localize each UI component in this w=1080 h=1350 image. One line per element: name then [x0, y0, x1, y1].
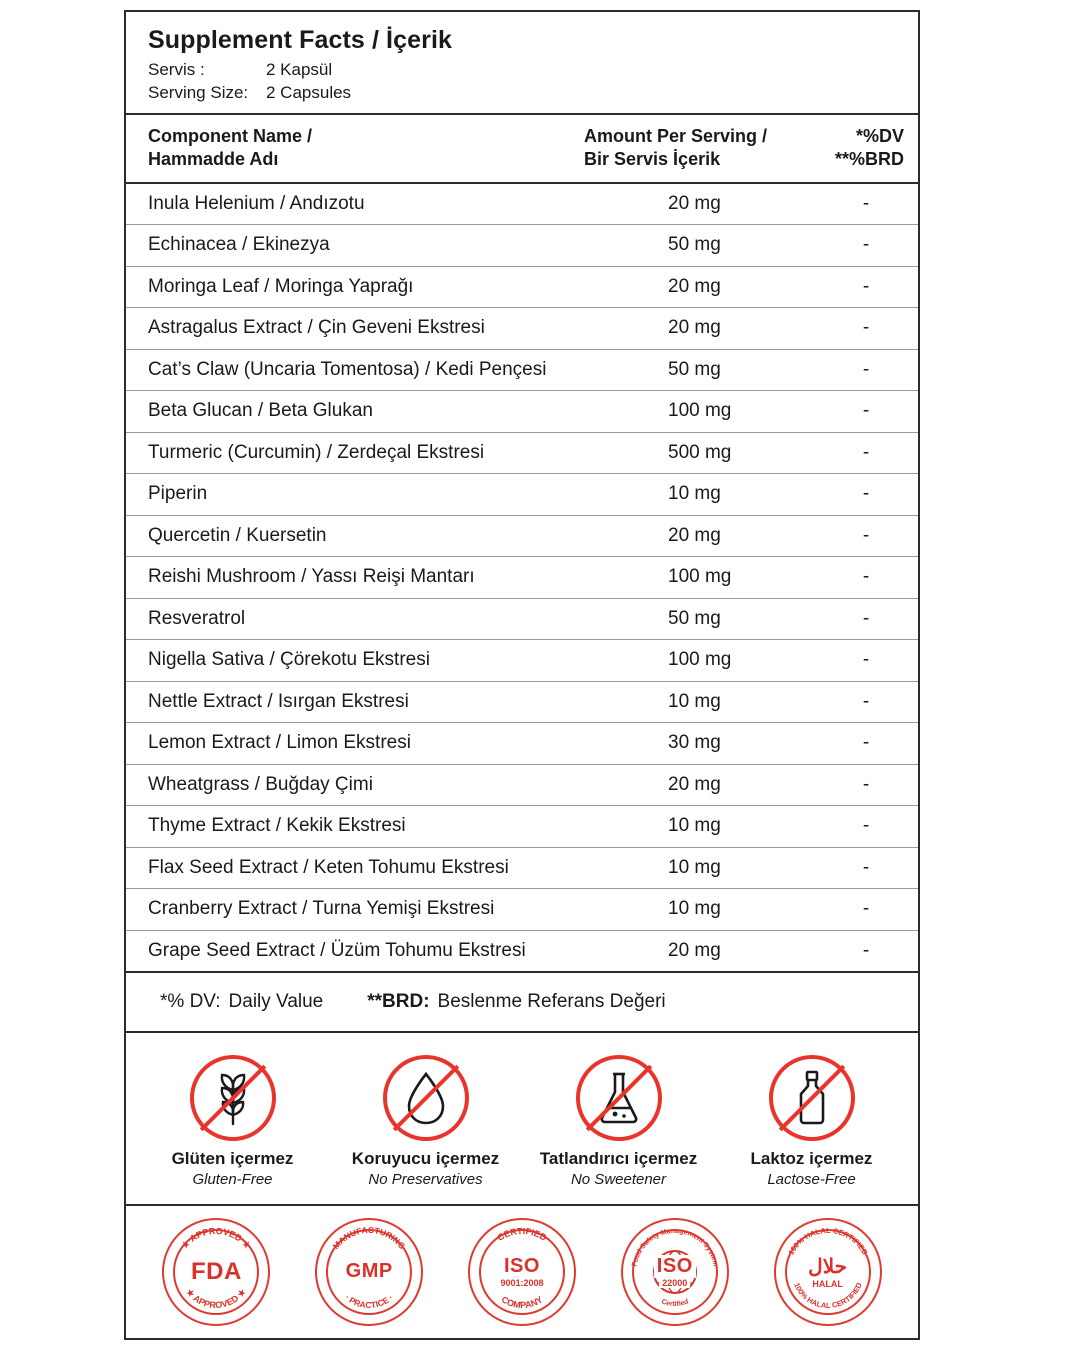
column-header-dv-line2: **%BRD	[834, 149, 904, 170]
ingredient-amount: 20 mg	[668, 773, 721, 795]
ingredient-name: Moringa Leaf / Moringa Yaprağı	[148, 275, 414, 297]
ingredient-amount: 100 mg	[668, 566, 732, 588]
column-header-dv-line1: *%DV	[855, 125, 904, 146]
ingredient-amount: 10 mg	[668, 856, 721, 878]
halal-seal-icon	[774, 1218, 882, 1326]
table-row	[126, 723, 918, 765]
svg-text:★ APPROVED ★: ★ APPROVED ★	[184, 1286, 249, 1311]
free-from-subtitle: Lactose-Free	[767, 1170, 856, 1188]
ingredient-name: Grape Seed Extract / Üzüm Tohumu Ekstresi	[148, 939, 526, 961]
table-row	[126, 474, 918, 516]
ingredient-name: Flax Seed Extract / Keten Tohumu Ekstresi	[148, 856, 509, 878]
legend-brd-key: **BRD:	[367, 991, 430, 1013]
ingredient-dv: -	[862, 898, 870, 920]
ingredient-dv: -	[862, 275, 870, 297]
ingredient-amount: 10 mg	[668, 690, 721, 712]
ingredient-dv: -	[862, 607, 870, 629]
table-row	[126, 184, 918, 226]
table-row	[126, 391, 918, 433]
servings-row	[148, 59, 918, 82]
ingredient-name: Reishi Mushroom / Yassı Reişi Mantarı	[148, 566, 475, 588]
free-from-title: Tatlandırıcı içermez	[539, 1149, 698, 1169]
free-from-title: Glüten içermez	[171, 1149, 294, 1169]
svg-text:CERTIFIED: CERTIFIED	[495, 1225, 549, 1243]
svg-text:100% HALAL CERTIFIED: 100% HALAL CERTIFIED	[785, 1225, 870, 1257]
ingredient-amount: 10 mg	[668, 815, 721, 837]
column-header-component-line2: Hammadde Adı	[148, 149, 279, 170]
ingredient-name: Nigella Sativa / Çörekotu Ekstresi	[148, 649, 430, 671]
svg-text:· MANUFACTURING ·: · MANUFACTURING ·	[327, 1224, 411, 1256]
serving-size-value: 2 Capsules	[266, 82, 352, 102]
svg-text:COMPANY: COMPANY	[499, 1294, 545, 1310]
ingredient-dv: -	[862, 649, 870, 671]
ingredient-amount: 50 mg	[668, 234, 721, 256]
supplement-facts-panel	[124, 10, 920, 1340]
ingredient-amount: 30 mg	[668, 732, 721, 754]
ingredient-amount: 20 mg	[668, 275, 721, 297]
ingredient-amount: 100 mg	[668, 649, 732, 671]
svg-text:★ APPROVED ★: ★ APPROVED ★	[179, 1225, 254, 1251]
table-row	[126, 889, 918, 931]
bottle-icon	[769, 1055, 855, 1141]
ingredient-name: Turmeric (Curcumin) / Zerdeçal Ekstresi	[148, 441, 485, 463]
iso-9001-seal-label: ISO	[504, 1255, 540, 1278]
column-header-component-line1: Component Name /	[148, 125, 313, 146]
ingredient-dv: -	[862, 732, 870, 754]
table-row	[126, 848, 918, 890]
ingredient-name: Astragalus Extract / Çin Geveni Ekstresi	[148, 317, 485, 339]
ingredient-dv: -	[862, 815, 870, 837]
ingredient-amount: 20 mg	[668, 317, 721, 339]
ingredient-dv: -	[862, 566, 870, 588]
serving-size-row	[148, 82, 918, 105]
certifications-section	[126, 1206, 918, 1338]
legend-dv-text: Daily Value	[228, 991, 324, 1013]
table-row	[126, 516, 918, 558]
legend-row	[126, 973, 918, 1033]
ingredient-amount: 10 mg	[668, 898, 721, 920]
page-title: Supplement Facts / İçerik	[148, 26, 452, 54]
ingredient-dv: -	[862, 483, 870, 505]
halal-seal-label: HALAL	[812, 1279, 843, 1290]
ingredient-dv: -	[862, 358, 870, 380]
table-row	[126, 350, 918, 392]
ingredient-dv: -	[862, 690, 870, 712]
legend-brd-text: Beslenme Referans Değeri	[437, 991, 666, 1013]
flask-icon	[576, 1055, 662, 1141]
free-from-subtitle: No Preservatives	[368, 1170, 483, 1188]
iso-22000-seal-sub: 22000	[659, 1278, 690, 1288]
ingredient-dv: -	[862, 856, 870, 878]
ingredient-dv: -	[862, 524, 870, 546]
ingredient-name: Cat’s Claw (Uncaria Tomentosa) / Kedi Pençesi	[148, 358, 547, 380]
table-row	[126, 225, 918, 267]
wheat-icon	[190, 1055, 276, 1141]
ingredient-amount: 100 mg	[668, 400, 732, 422]
ingredient-amount: 10 mg	[668, 483, 721, 505]
droplet-icon	[383, 1055, 469, 1141]
table-column-headers	[126, 115, 918, 184]
ingredient-amount: 50 mg	[668, 358, 721, 380]
table-row	[126, 640, 918, 682]
free-from-item	[529, 1055, 709, 1188]
halal-seal-arabic: حلال	[808, 1256, 847, 1279]
ingredient-name: Wheatgrass / Buğday Çimi	[148, 773, 373, 795]
ingredient-name: Nettle Extract / Isırgan Ekstresi	[148, 690, 409, 712]
ingredient-name: Resveratrol	[148, 607, 246, 629]
free-from-item	[722, 1055, 902, 1188]
ingredient-name: Echinacea / Ekinezya	[148, 234, 330, 256]
free-from-section	[126, 1033, 918, 1206]
iso-9001-seal-sub: 9001:2008	[500, 1278, 544, 1289]
panel-header	[126, 12, 918, 115]
ingredient-dv: -	[862, 192, 870, 214]
ingredient-dv: -	[862, 441, 870, 463]
free-from-item	[336, 1055, 516, 1188]
ingredient-amount: 500 mg	[668, 441, 732, 463]
column-header-amount-line2: Bir Servis İçerik	[584, 149, 721, 170]
serving-size-label: Serving Size:	[148, 82, 249, 102]
ingredient-dv: -	[862, 234, 870, 256]
ingredient-dv: -	[862, 400, 870, 422]
servings-value: 2 Kapsül	[266, 60, 333, 79]
svg-text:Certified: Certified	[660, 1298, 690, 1308]
table-row	[126, 267, 918, 309]
column-header-amount	[584, 125, 814, 172]
ingredient-dv: -	[862, 773, 870, 795]
free-from-item	[143, 1055, 323, 1188]
legend-dv-key: *% DV:	[160, 991, 221, 1013]
ingredient-name: Cranberry Extract / Turna Yemişi Ekstresi	[148, 898, 495, 920]
ingredient-dv: -	[862, 317, 870, 339]
free-from-title: Laktoz içermez	[750, 1149, 873, 1169]
table-row	[126, 765, 918, 807]
ingredient-name: Beta Glucan / Beta Glukan	[148, 400, 373, 422]
servings-label: Servis :	[148, 60, 205, 79]
ingredient-amount: 50 mg	[668, 607, 721, 629]
fda-seal-icon	[162, 1218, 270, 1326]
table-row	[126, 433, 918, 475]
svg-text:· PRACTICE ·: · PRACTICE ·	[343, 1292, 396, 1310]
table-row	[126, 308, 918, 350]
free-from-subtitle: No Sweetener	[570, 1170, 667, 1188]
free-from-title: Koruyucu içermez	[351, 1149, 500, 1169]
svg-text:100% HALAL CERTIFIED: 100% HALAL CERTIFIED	[791, 1281, 864, 1310]
ingredient-amount: 20 mg	[668, 939, 721, 961]
column-header-dv	[814, 125, 918, 172]
column-header-amount-line1: Amount Per Serving /	[584, 125, 768, 146]
table-row	[126, 557, 918, 599]
ingredient-name: Piperin	[148, 483, 208, 505]
ingredient-amount: 20 mg	[668, 524, 721, 546]
table-row	[126, 806, 918, 848]
ingredient-name: Lemon Extract / Limon Ekstresi	[148, 732, 411, 754]
iso-9001-seal-icon	[468, 1218, 576, 1326]
ingredient-amount: 20 mg	[668, 192, 721, 214]
ingredients-table	[126, 184, 918, 974]
ingredient-name: Inula Helenium / Andızotu	[148, 192, 365, 214]
table-row	[126, 682, 918, 724]
ingredient-name: Quercetin / Kuersetin	[148, 524, 327, 546]
table-row	[126, 931, 918, 972]
iso-22000-seal-label: ISO	[654, 1255, 696, 1278]
svg-text:Food Safety Management System: Food Safety Management System	[631, 1227, 719, 1268]
ingredient-dv: -	[862, 939, 870, 961]
free-from-subtitle: Gluten-Free	[192, 1170, 273, 1188]
ingredient-name: Thyme Extract / Kekik Ekstresi	[148, 815, 406, 837]
gmp-seal-icon	[315, 1218, 423, 1326]
column-header-component	[126, 125, 584, 172]
gmp-seal-label: GMP	[345, 1260, 393, 1283]
table-row	[126, 599, 918, 641]
fda-seal-label: FDA	[190, 1257, 242, 1285]
iso-22000-seal-icon	[621, 1218, 729, 1326]
